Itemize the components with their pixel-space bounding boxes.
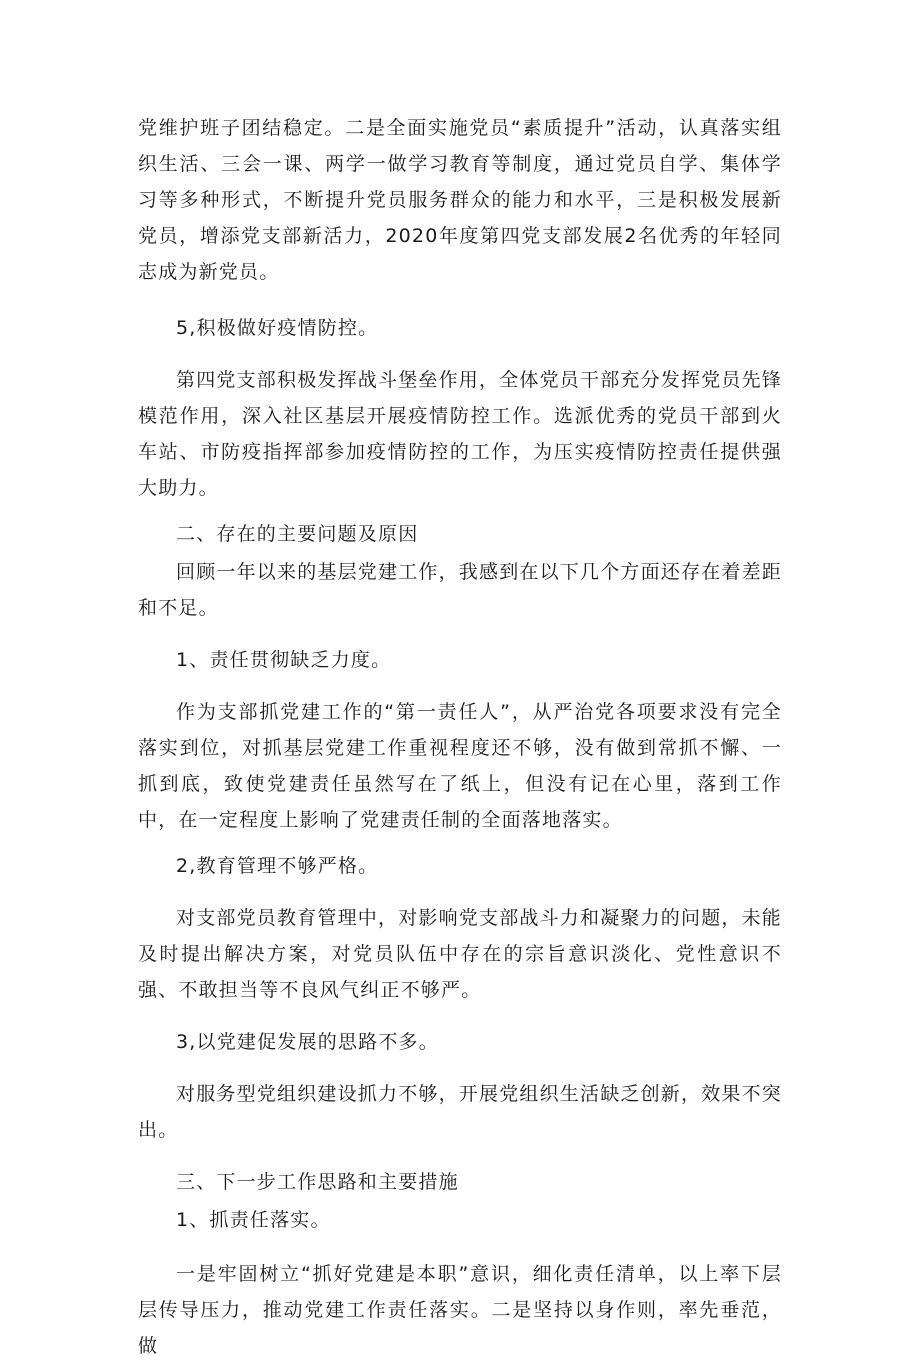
- item-5-epidemic-prevention: 5,积极做好疫情防控。: [176, 317, 379, 339]
- item-2-education-management: 2,教育管理不够严格。: [176, 855, 379, 877]
- section-heading-problems: 二、存在的主要问题及原因: [176, 523, 419, 545]
- paragraph-party-quality-improvement: 党维护班子团结稳定。二是全面实施党员“素质提升”活动，认真落实组织生活、三会一课、两学一做学习教育等制度，通过党员自学、集体学习等多种形式，不断提升党员服务群众的能力和水平，三是积极发展新党员，增添党支部新活力，2020年度第四党支部发展2名优秀的年轻同志成为新党员。: [138, 117, 782, 283]
- paragraph-education-management: 对支部党员教育管理中，对影响党支部战斗力和凝聚力的问题，未能及时提出解决方案，对党员队伍中存在的宗旨意识淡化、党性意识不强、不敢担当等不良风气纠正不够严。: [138, 907, 783, 1001]
- item-1-responsibility-implementation: 1、抓责任落实。: [176, 1209, 331, 1231]
- paragraph-review-shortcomings: 回顾一年以来的基层党建工作，我感到在以下几个方面还存在着差距和不足。: [138, 561, 783, 619]
- paragraph-first-responsible-person: 作为支部抓党建工作的“第一责任人”，从严治党各项要求没有完全落实到位，对抓基层党建工作重视程度还不够，没有做到常抓不懈、一抓到底，致使党建责任虽然写在了纸上，但没有记在心里，落到工作中，在一定程度上影响了党建责任制的全面落地落实。: [138, 701, 782, 831]
- item-1-responsibility: 1、责任贯彻缺乏力度。: [176, 649, 392, 671]
- paragraph-party-building-duty: 一是牢固树立“抓好党建是本职”意识，细化责任清单，以上率下层层传导压力，推动党建工作责任落实。二是坚持以身作则，率先垂范，做: [138, 1263, 782, 1357]
- section-heading-next-steps: 三、下一步工作思路和主要措施: [176, 1171, 459, 1193]
- item-3-development-ideas: 3,以党建促发展的思路不多。: [176, 1031, 439, 1053]
- document-body: [138, 110, 782, 1364]
- paragraph-service-organization: 对服务型党组织建设抓力不够，开展党组织生活缺乏创新，效果不突出。: [138, 1083, 783, 1141]
- paragraph-epidemic-prevention-work: 第四党支部积极发挥战斗堡垒作用，全体党员干部充分发挥党员先锋模范作用，深入社区基层开展疫情防控工作。选派优秀的党员干部到火车站、市防疫指挥部参加疫情防控的工作，为压实疫情防控责任提供强大助力。: [138, 369, 783, 499]
